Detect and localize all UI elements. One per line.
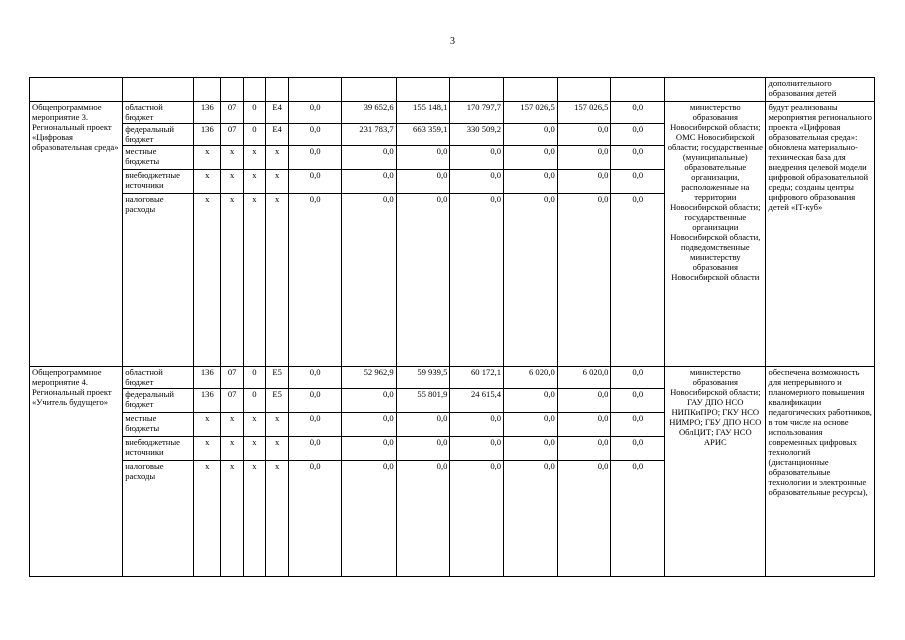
value-cell-grbs: 136 [194, 367, 221, 389]
cell [194, 78, 221, 102]
value-cell-v0: 0,0 [289, 170, 342, 194]
value-cell-v2: 59 939,5 [396, 367, 450, 389]
value-cell-pr: 0 [243, 124, 265, 146]
value-cell-v4: 0,0 [504, 170, 558, 194]
value-cell-v6: 0,0 [611, 461, 665, 577]
cell [611, 78, 665, 102]
value-cell-v3: 60 172,1 [450, 367, 504, 389]
result-cell: будут реализованы мероприятия регионального проекта «Цифровая образовательная среда»: обновлена материально-техническая база для внедрения целевой модели цифровой образовательной среды; созданы центры цифрового образования детей «IT-куб» [766, 102, 875, 367]
cell [221, 78, 243, 102]
budget-table [29, 77, 875, 577]
value-cell-v0: 0,0 [289, 124, 342, 146]
value-cell-v5: 0,0 [557, 389, 611, 413]
value-cell-v3: 0,0 [450, 170, 504, 194]
funding-source-cell: налоговые расходы [123, 194, 194, 367]
value-cell-v3: 0,0 [450, 146, 504, 170]
value-cell-v5: 157 026,5 [557, 102, 611, 124]
value-cell-v4: 0,0 [504, 146, 558, 170]
value-cell-v4: 6 020,0 [504, 367, 558, 389]
value-cell-v6: 0,0 [611, 146, 665, 170]
value-cell-v2: 0,0 [396, 194, 450, 367]
value-cell-v2: 0,0 [396, 437, 450, 461]
value-cell-v1: 0,0 [342, 170, 397, 194]
table-row [30, 102, 875, 124]
event-name-cell: Общепрограммное мероприятие 4. Региональный проект «Учитель будущего» [30, 367, 123, 577]
value-cell-v2: 0,0 [396, 170, 450, 194]
value-cell-v2: 155 148,1 [396, 102, 450, 124]
value-cell-v1: 39 652,6 [342, 102, 397, 124]
value-cell-rz: x [221, 194, 243, 367]
value-cell-v6: 0,0 [611, 102, 665, 124]
value-cell-rz: 07 [221, 124, 243, 146]
value-cell-pr: x [243, 194, 265, 367]
value-cell-cs: x [266, 437, 289, 461]
value-cell-v5: 0,0 [557, 461, 611, 577]
cell [123, 78, 194, 102]
cell [665, 78, 766, 102]
value-cell-v2: 663 359,1 [396, 124, 450, 146]
value-cell-cs: E4 [266, 124, 289, 146]
cell [504, 78, 558, 102]
value-cell-v1: 52 962,9 [342, 367, 397, 389]
value-cell-grbs: 136 [194, 102, 221, 124]
value-cell-grbs: 136 [194, 389, 221, 413]
value-cell-v5: 0,0 [557, 413, 611, 437]
value-cell-v4: 0,0 [504, 437, 558, 461]
value-cell-pr: 0 [243, 389, 265, 413]
value-cell-v1: 0,0 [342, 389, 397, 413]
value-cell-v1: 0,0 [342, 194, 397, 367]
value-cell-grbs: x [194, 413, 221, 437]
funding-source-cell: федеральный бюджет [123, 124, 194, 146]
funding-source-cell: налоговые расходы [123, 461, 194, 577]
funding-source-cell: областной бюджет [123, 102, 194, 124]
cell [396, 78, 450, 102]
page-number: 3 [450, 36, 455, 47]
value-cell-v3: 24 615,4 [450, 389, 504, 413]
value-cell-grbs: x [194, 146, 221, 170]
value-cell-v6: 0,0 [611, 124, 665, 146]
value-cell-v5: 0,0 [557, 170, 611, 194]
value-cell-v0: 0,0 [289, 102, 342, 124]
value-cell-v0: 0,0 [289, 437, 342, 461]
value-cell-rz: x [221, 413, 243, 437]
value-cell-v6: 0,0 [611, 437, 665, 461]
value-cell-v1: 0,0 [342, 413, 397, 437]
cell [289, 78, 342, 102]
value-cell-v6: 0,0 [611, 389, 665, 413]
value-cell-grbs: x [194, 194, 221, 367]
value-cell-pr: 0 [243, 102, 265, 124]
value-cell-v4: 157 026,5 [504, 102, 558, 124]
value-cell-v0: 0,0 [289, 389, 342, 413]
value-cell-v3: 0,0 [450, 413, 504, 437]
value-cell-pr: x [243, 413, 265, 437]
value-cell-cs: x [266, 461, 289, 577]
value-cell-v5: 0,0 [557, 437, 611, 461]
value-cell-rz: x [221, 437, 243, 461]
funding-source-cell: внебюджетные источники [123, 170, 194, 194]
value-cell-v3: 0,0 [450, 437, 504, 461]
value-cell-v3: 330 509,2 [450, 124, 504, 146]
value-cell-v1: 231 783,7 [342, 124, 397, 146]
funding-source-cell: областной бюджет [123, 367, 194, 389]
value-cell-v2: 0,0 [396, 413, 450, 437]
cell [557, 78, 611, 102]
table-body [30, 78, 875, 577]
value-cell-rz: 07 [221, 102, 243, 124]
value-cell-v0: 0,0 [289, 367, 342, 389]
value-cell-v1: 0,0 [342, 437, 397, 461]
value-cell-v4: 0,0 [504, 413, 558, 437]
value-cell-v3: 0,0 [450, 461, 504, 577]
value-cell-cs: x [266, 194, 289, 367]
value-cell-grbs: x [194, 170, 221, 194]
value-cell-grbs: x [194, 437, 221, 461]
value-cell-v5: 0,0 [557, 124, 611, 146]
value-cell-rz: x [221, 146, 243, 170]
value-cell-v2: 0,0 [396, 461, 450, 577]
value-cell-cs: x [266, 146, 289, 170]
value-cell-v1: 0,0 [342, 146, 397, 170]
value-cell-v6: 0,0 [611, 413, 665, 437]
value-cell-v1: 0,0 [342, 461, 397, 577]
cell [342, 78, 397, 102]
funding-source-cell: внебюджетные источники [123, 437, 194, 461]
result-cell: обеспечена возможность для непрерывного и планомерного повышения квалификации педагогических работников, в том числе на основе использования современных цифровых технологий (дистанционные образовательные технологии и электронные образовательные ресурсы), [766, 367, 875, 577]
value-cell-rz: x [221, 170, 243, 194]
value-cell-v4: 0,0 [504, 389, 558, 413]
value-cell-rz: 07 [221, 389, 243, 413]
funding-source-cell: местные бюджеты [123, 146, 194, 170]
value-cell-cs: x [266, 413, 289, 437]
value-cell-cs: E5 [266, 367, 289, 389]
value-cell-v5: 0,0 [557, 194, 611, 367]
value-cell-pr: x [243, 461, 265, 577]
value-cell-v6: 0,0 [611, 194, 665, 367]
value-cell-v0: 0,0 [289, 413, 342, 437]
event-name-cell: Общепрограммное мероприятие 3. Региональный проект «Цифровая образовательная среда» [30, 102, 123, 367]
executor-cell: министерство образования Новосибирской области; ГАУ ДПО НСО НИПКиПРО; ГКУ НСО НИМРО; ГБУ ДПО НСО ОблЦИТ; ГАУ НСО АРИС [665, 367, 766, 577]
table-row [30, 367, 875, 389]
value-cell-v4: 0,0 [504, 124, 558, 146]
value-cell-v0: 0,0 [289, 461, 342, 577]
value-cell-grbs: 136 [194, 124, 221, 146]
value-cell-v6: 0,0 [611, 367, 665, 389]
cell [450, 78, 504, 102]
cell [243, 78, 265, 102]
cell [30, 78, 123, 102]
value-cell-v2: 55 801,9 [396, 389, 450, 413]
value-cell-pr: 0 [243, 367, 265, 389]
value-cell-rz: x [221, 461, 243, 577]
value-cell-pr: x [243, 146, 265, 170]
value-cell-v3: 170 797,7 [450, 102, 504, 124]
result-cell: дополнительного образования детей [766, 78, 875, 102]
table-row-continued [30, 78, 875, 102]
value-cell-v5: 0,0 [557, 146, 611, 170]
value-cell-pr: x [243, 170, 265, 194]
value-cell-pr: x [243, 437, 265, 461]
value-cell-v3: 0,0 [450, 194, 504, 367]
value-cell-cs: x [266, 170, 289, 194]
executor-cell: министерство образования Новосибирской области; ОМС Новосибирской области; государственные (муниципальные) образовательные организации, расположенные на территории Новосибирской области; государственные организации Новосибирской области, подведомственные министерству образования Новосибирской области [665, 102, 766, 367]
value-cell-rz: 07 [221, 367, 243, 389]
value-cell-v2: 0,0 [396, 146, 450, 170]
funding-source-cell: местные бюджеты [123, 413, 194, 437]
value-cell-v0: 0,0 [289, 146, 342, 170]
cell [266, 78, 289, 102]
value-cell-v4: 0,0 [504, 461, 558, 577]
value-cell-v6: 0,0 [611, 170, 665, 194]
value-cell-cs: E4 [266, 102, 289, 124]
value-cell-v5: 6 020,0 [557, 367, 611, 389]
value-cell-v4: 0,0 [504, 194, 558, 367]
value-cell-v0: 0,0 [289, 194, 342, 367]
funding-source-cell: федеральный бюджет [123, 389, 194, 413]
value-cell-grbs: x [194, 461, 221, 577]
value-cell-cs: E5 [266, 389, 289, 413]
